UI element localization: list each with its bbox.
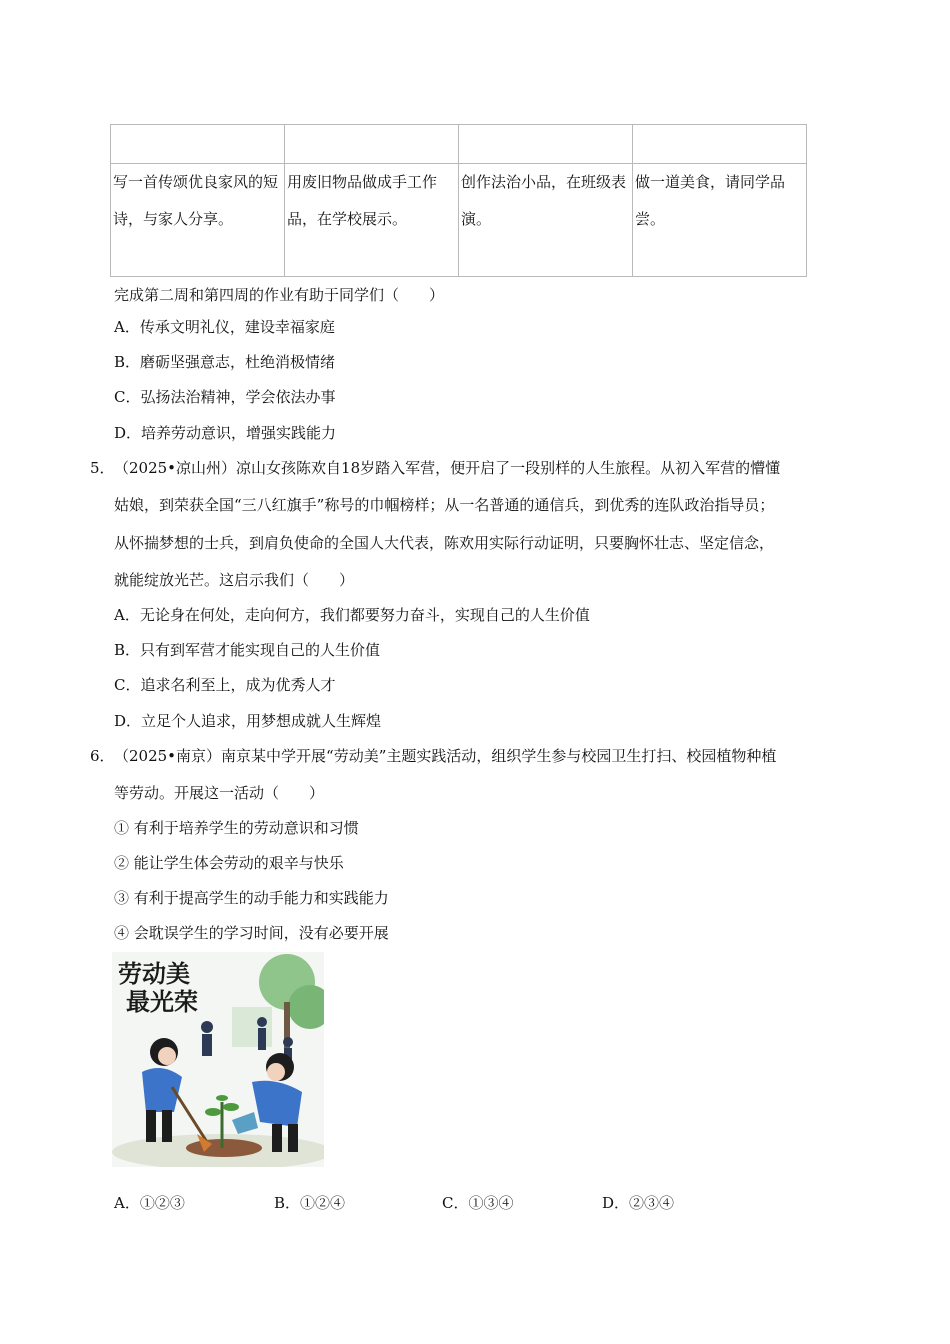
statement-1: ① 有利于培养学生的劳动意识和习惯 (114, 819, 359, 837)
question-text-line: 等劳动。开展这一活动（ ） (114, 784, 325, 802)
homework-table (110, 124, 807, 277)
question-text-line: （2025•南京）南京某中学开展“劳动美”主题实践活动，组织学生参与校园卫生打扫、校园植物种植 (114, 747, 777, 765)
option-c[interactable]: C．①③④ (442, 1194, 514, 1212)
option-d[interactable]: D．培养劳动意识，增强实践能力 (114, 424, 337, 442)
table-cell: 创作法治小品，在班级表演。 (459, 164, 633, 277)
option-a[interactable]: A．①②③ (114, 1194, 185, 1212)
statement-3: ③ 有利于提高学生的动手能力和实践能力 (114, 889, 389, 907)
option-d[interactable]: D．立足个人追求，用梦想成就人生辉煌 (114, 712, 382, 730)
question-text-line: 姑娘，到荣获全国“三八红旗手”称号的巾帼榜样；从一名普通的通信兵，到优秀的连队政治指导员； (114, 496, 775, 514)
question-text-line: （2025•凉山州）凉山女孩陈欢自18岁踏入军营，便开启了一段别样的人生旅程。从初入军营的懵懂 (114, 459, 781, 477)
question-number: 6． (90, 747, 115, 765)
table-cell (459, 125, 633, 164)
option-c[interactable]: C．追求名利至上，成为优秀人才 (114, 676, 336, 694)
option-b[interactable]: B．①②④ (274, 1194, 346, 1212)
table-cell (285, 125, 459, 164)
illustration-caption-line: 最光荣 (126, 988, 198, 1016)
labor-illustration (112, 952, 324, 1167)
question-text-line: 从怀揣梦想的士兵，到肩负使命的全国人大代表，陈欢用实际行动证明，只要胸怀壮志、坚定信念， (114, 534, 775, 552)
table-cell: 做一道美食，请同学品尝。 (633, 164, 807, 277)
option-a[interactable]: A．传承文明礼仪，建设幸福家庭 (114, 318, 335, 336)
labor-illustration-svg (112, 952, 324, 1167)
table-cell (111, 125, 285, 164)
question-number: 5． (90, 459, 115, 477)
option-a[interactable]: A．无论身在何处，走向何方，我们都要努力奋斗，实现自己的人生价值 (114, 606, 590, 624)
illustration-caption-line: 劳动美 (118, 960, 190, 988)
option-b[interactable]: B．磨砺坚强意志，杜绝消极情绪 (114, 353, 336, 371)
option-d[interactable]: D．②③④ (602, 1194, 675, 1212)
option-b[interactable]: B．只有到军营才能实现自己的人生价值 (114, 641, 381, 659)
statement-4: ④ 会耽误学生的学习时间，没有必要开展 (114, 924, 389, 942)
table-cell (633, 125, 807, 164)
table-cell: 用废旧物品做成手工作品，在学校展示。 (285, 164, 459, 277)
statement-2: ② 能让学生体会劳动的艰辛与快乐 (114, 854, 344, 872)
table-cell: 写一首传颂优良家风的短诗，与家人分享。 (111, 164, 285, 277)
option-c[interactable]: C．弘扬法治精神，学会依法办事 (114, 388, 336, 406)
question-text-line: 就能绽放光芒。这启示我们（ ） (114, 571, 355, 589)
question-stem: 完成第二周和第四周的作业有助于同学们（ ） (114, 286, 445, 304)
